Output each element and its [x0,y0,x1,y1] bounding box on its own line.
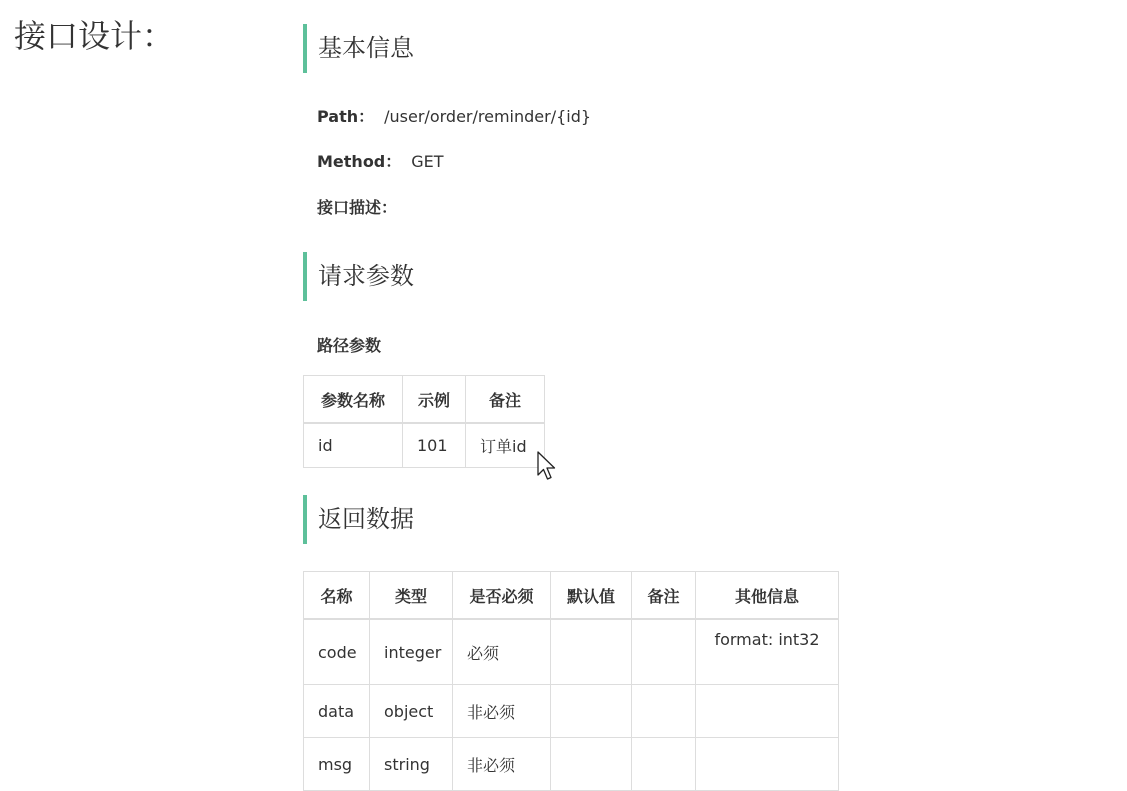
table-cell [696,685,839,738]
description-line [317,196,397,220]
column-header: 备注 [632,572,696,620]
table-cell: 必须 [453,619,551,685]
table-cell: msg [304,738,370,791]
table-cell: id [304,423,403,468]
column-header: 备注 [466,376,545,424]
method-value: GET [411,152,444,171]
method-label: Method： [317,152,402,171]
column-header: 默认值 [551,572,632,620]
table-cell [696,738,839,791]
column-header: 示例 [403,376,466,424]
table-row [304,685,839,738]
section-heading-basic-info: 基本信息 [303,24,414,73]
section-heading-response-data: 返回数据 [303,495,414,544]
table-cell: code [304,619,370,685]
table-row [304,738,839,791]
column-header: 是否必须 [453,572,551,620]
table-header-row [304,376,545,424]
table-cell [551,619,632,685]
table-cell: object [370,685,453,738]
table-cell [632,619,696,685]
section-heading-request-params: 请求参数 [303,252,414,301]
table-cell [632,685,696,738]
table-cell: 非必须 [453,738,551,791]
column-header: 名称 [304,572,370,620]
response-table [303,571,839,791]
table-header-row [304,572,839,620]
table-cell: integer [370,619,453,685]
table-cell: string [370,738,453,791]
path-label: Path： [317,107,375,126]
method-line [317,150,444,174]
table-cell: format: int32 [696,619,839,685]
column-header: 类型 [370,572,453,620]
description-label: 接口描述： [317,198,398,217]
column-header: 参数名称 [304,376,403,424]
table-cell: 订单id [466,423,545,468]
page-title: 接口设计： [14,17,175,55]
table-cell [632,738,696,791]
mouse-pointer-icon [537,451,557,481]
path-params-table [303,375,545,468]
path-params-heading: 路径参数 [317,336,382,355]
path-line [317,105,591,129]
table-cell: 101 [403,423,466,468]
table-row [304,619,839,685]
table-cell [551,685,632,738]
column-header: 其他信息 [696,572,839,620]
path-value: /user/order/reminder/{id} [384,107,592,126]
table-row [304,423,545,468]
table-cell: data [304,685,370,738]
table-cell [551,738,632,791]
table-cell: 非必须 [453,685,551,738]
